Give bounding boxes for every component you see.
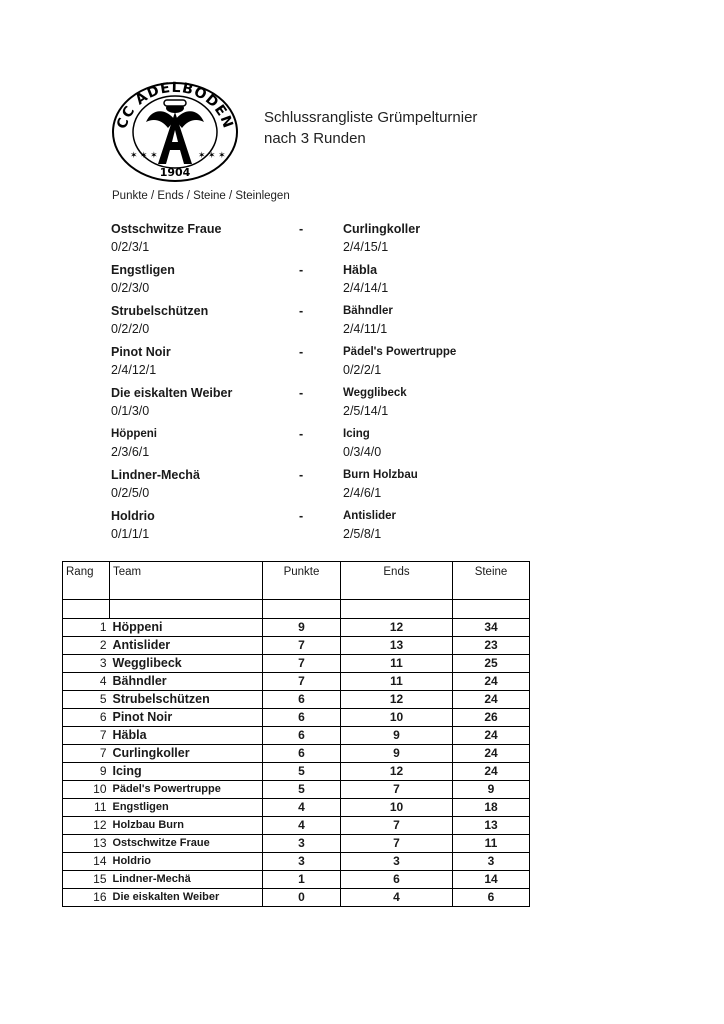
- cell-rang: 12: [63, 817, 110, 835]
- cell-punkte: 1: [263, 871, 341, 889]
- spacer-row: [63, 600, 530, 619]
- cell-steine: 13: [453, 817, 530, 835]
- match-score-2: 2/5/8/1: [343, 527, 382, 541]
- match-separator: -: [299, 386, 304, 400]
- cell-team: Pinot Noir: [110, 709, 263, 727]
- match-separator: -: [299, 468, 304, 482]
- table-row: [63, 889, 530, 907]
- cell-steine: 11: [453, 835, 530, 853]
- cell-ends: 11: [341, 655, 453, 673]
- match-separator: -: [299, 427, 304, 441]
- cell-rang: 1: [63, 619, 110, 637]
- match-row: [111, 261, 531, 302]
- table-header-row: [63, 562, 530, 600]
- cell-punkte: 5: [263, 781, 341, 799]
- cell-team: Holzbau Burn: [110, 817, 263, 835]
- match-results: [111, 220, 531, 548]
- cell-rang: 15: [63, 871, 110, 889]
- match-separator: -: [299, 263, 304, 277]
- table-row: [63, 727, 530, 745]
- cell-punkte: 4: [263, 799, 341, 817]
- cell-rang: 5: [63, 691, 110, 709]
- club-logo: [108, 78, 242, 182]
- table-row: [63, 817, 530, 835]
- match-team-2: Curlingkoller: [343, 222, 421, 236]
- header-rang: Rang: [63, 562, 110, 600]
- match-row: [111, 425, 531, 466]
- match-score-1: 0/2/2/0: [111, 322, 150, 336]
- match-score-1: 0/2/3/1: [111, 240, 150, 254]
- match-score-1: 0/2/3/0: [111, 281, 150, 295]
- cell-punkte: 7: [263, 673, 341, 691]
- match-team-1: Die eiskalten Weiber: [111, 386, 233, 400]
- cell-steine: 24: [453, 691, 530, 709]
- cell-ends: 7: [341, 835, 453, 853]
- cell-ends: 10: [341, 709, 453, 727]
- cell-ends: 3: [341, 853, 453, 871]
- cell-team: Häbla: [110, 727, 263, 745]
- match-score-2: 0/3/4/0: [343, 445, 382, 459]
- table-row: [63, 619, 530, 637]
- cell-punkte: 0: [263, 889, 341, 907]
- cell-steine: 24: [453, 763, 530, 781]
- table-row: [63, 745, 530, 763]
- match-row: [111, 507, 531, 548]
- cell-punkte: 7: [263, 637, 341, 655]
- cell-punkte: 5: [263, 763, 341, 781]
- match-team-1: Engstligen: [111, 263, 175, 277]
- match-score-2: 2/5/14/1: [343, 404, 389, 418]
- cell-punkte: 6: [263, 691, 341, 709]
- table-row: [63, 637, 530, 655]
- cell-steine: 25: [453, 655, 530, 673]
- cell-punkte: 6: [263, 709, 341, 727]
- match-team-2: Bähndler: [343, 305, 393, 317]
- cell-rang: 7: [63, 727, 110, 745]
- match-team-2: Burn Holzbau: [343, 469, 418, 481]
- match-score-2: 2/4/14/1: [343, 281, 389, 295]
- match-score-2: 2/4/6/1: [343, 486, 382, 500]
- table-row: [63, 799, 530, 817]
- svg-text:✶ ✶ ✶: ✶ ✶ ✶: [130, 150, 158, 160]
- cell-punkte: 3: [263, 853, 341, 871]
- header-steine: Steine: [453, 562, 530, 600]
- eagle-emblem-icon: [108, 78, 242, 182]
- page-title: [264, 107, 477, 149]
- cell-ends: 12: [341, 763, 453, 781]
- cell-steine: 18: [453, 799, 530, 817]
- table-row: [63, 673, 530, 691]
- cell-steine: 6: [453, 889, 530, 907]
- cell-rang: 4: [63, 673, 110, 691]
- cell-steine: 14: [453, 871, 530, 889]
- cell-rang: 16: [63, 889, 110, 907]
- header-punkte: Punkte: [263, 562, 341, 600]
- match-score-1: 0/1/1/1: [111, 527, 150, 541]
- cell-team: Icing: [110, 763, 263, 781]
- title-line-2: nach 3 Runden: [264, 130, 366, 147]
- header-ends: Ends: [341, 562, 453, 600]
- cell-rang: 3: [63, 655, 110, 673]
- cell-ends: 6: [341, 871, 453, 889]
- match-team-1: Strubelschützen: [111, 304, 209, 318]
- table-row: [63, 691, 530, 709]
- match-team-1: Holdrio: [111, 509, 155, 523]
- match-row: [111, 343, 531, 384]
- cell-steine: 3: [453, 853, 530, 871]
- cell-team: Die eiskalten Weiber: [110, 889, 263, 907]
- cell-team: Lindner-Mechä: [110, 871, 263, 889]
- table-row: [63, 709, 530, 727]
- match-score-1: 0/1/3/0: [111, 404, 150, 418]
- cell-ends: 12: [341, 691, 453, 709]
- match-score-1: 2/4/12/1: [111, 363, 157, 377]
- cell-steine: 26: [453, 709, 530, 727]
- cell-steine: 24: [453, 673, 530, 691]
- cell-steine: 24: [453, 745, 530, 763]
- cell-team: Engstligen: [110, 799, 263, 817]
- cell-team: Antislider: [110, 637, 263, 655]
- logo-year: 1904: [159, 166, 191, 179]
- table-row: [63, 781, 530, 799]
- cell-punkte: 9: [263, 619, 341, 637]
- title-line-1: Schlussrangliste Grümpelturnier: [264, 109, 478, 126]
- table-row: [63, 655, 530, 673]
- table-row: [63, 871, 530, 889]
- cell-team: Strubelschützen: [110, 691, 263, 709]
- cell-rang: 2: [63, 637, 110, 655]
- cell-team: Pädel's Powertruppe: [110, 781, 263, 799]
- score-legend: Punkte / Ends / Steine / Steinlegen: [112, 190, 290, 202]
- cell-team: Bähndler: [110, 673, 263, 691]
- cell-punkte: 4: [263, 817, 341, 835]
- cell-rang: 10: [63, 781, 110, 799]
- ranking-table: [62, 561, 530, 907]
- match-team-1: Lindner-Mechä: [111, 468, 200, 482]
- cell-steine: 9: [453, 781, 530, 799]
- cell-team: Holdrio: [110, 853, 263, 871]
- cell-ends: 4: [341, 889, 453, 907]
- match-row: [111, 220, 531, 261]
- match-team-2: Pädel's Powertruppe: [343, 346, 457, 358]
- match-score-1: 2/3/6/1: [111, 445, 150, 459]
- cell-rang: 6: [63, 709, 110, 727]
- cell-steine: 23: [453, 637, 530, 655]
- cell-punkte: 3: [263, 835, 341, 853]
- match-team-1: Höppeni: [111, 428, 157, 440]
- match-team-2: Antislider: [343, 510, 397, 522]
- cell-team: Wegglibeck: [110, 655, 263, 673]
- svg-text:✶ ✶ ✶: ✶ ✶ ✶: [198, 150, 226, 160]
- cell-steine: 34: [453, 619, 530, 637]
- cell-punkte: 6: [263, 745, 341, 763]
- cell-steine: 24: [453, 727, 530, 745]
- table-row: [63, 853, 530, 871]
- cell-ends: 12: [341, 619, 453, 637]
- cell-rang: 14: [63, 853, 110, 871]
- match-team-2: Häbla: [343, 263, 378, 277]
- cell-team: Ostschwitze Fraue: [110, 835, 263, 853]
- match-separator: -: [299, 345, 304, 359]
- cell-rang: 11: [63, 799, 110, 817]
- cell-team: Höppeni: [110, 619, 263, 637]
- cell-ends: 7: [341, 781, 453, 799]
- cell-punkte: 6: [263, 727, 341, 745]
- cell-rang: 7: [63, 745, 110, 763]
- match-row: [111, 384, 531, 425]
- match-team-2: Icing: [343, 428, 370, 440]
- cell-ends: 7: [341, 817, 453, 835]
- header-team: Team: [110, 562, 263, 600]
- cell-rang: 13: [63, 835, 110, 853]
- match-row: [111, 466, 531, 507]
- match-score-2: 2/4/11/1: [343, 322, 388, 336]
- logo-club-name: CC ADELBODEN: [114, 79, 236, 131]
- table-row: [63, 763, 530, 781]
- table-row: [63, 835, 530, 853]
- match-score-2: 2/4/15/1: [343, 240, 389, 254]
- match-team-1: Ostschwitze Fraue: [111, 222, 222, 236]
- match-team-1: Pinot Noir: [111, 345, 171, 359]
- match-team-2: Wegglibeck: [343, 387, 407, 399]
- match-score-1: 0/2/5/0: [111, 486, 150, 500]
- cell-ends: 9: [341, 727, 453, 745]
- cell-ends: 11: [341, 673, 453, 691]
- match-separator: -: [299, 509, 304, 523]
- cell-team: Curlingkoller: [110, 745, 263, 763]
- cell-ends: 9: [341, 745, 453, 763]
- cell-ends: 13: [341, 637, 453, 655]
- cell-ends: 10: [341, 799, 453, 817]
- cell-rang: 9: [63, 763, 110, 781]
- match-separator: -: [299, 222, 304, 236]
- match-row: [111, 302, 531, 343]
- match-score-2: 0/2/2/1: [343, 363, 382, 377]
- match-separator: -: [299, 304, 304, 318]
- cell-punkte: 7: [263, 655, 341, 673]
